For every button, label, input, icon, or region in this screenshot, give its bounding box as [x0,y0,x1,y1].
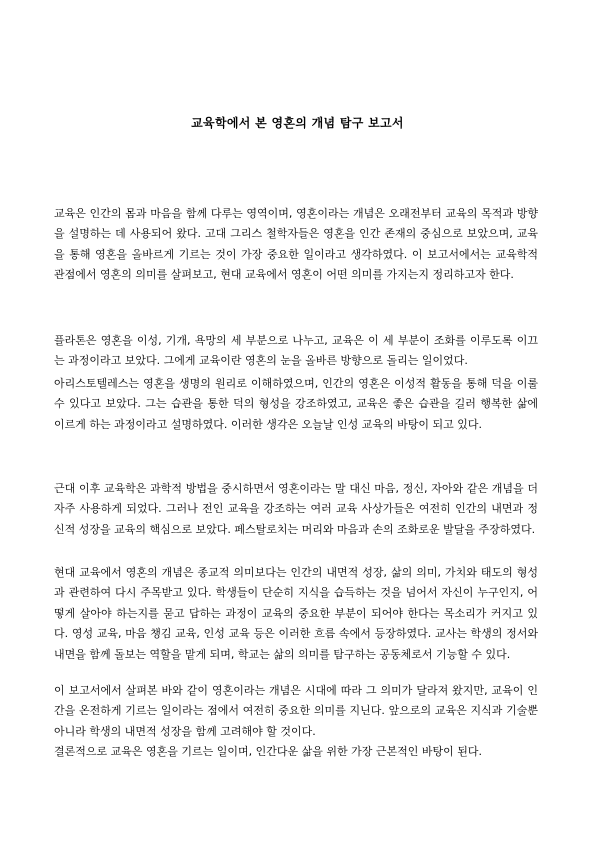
body-paragraph: 현대 교육에서 영혼의 개념은 종교적 의미보다는 인간의 내면적 성장, 삶의 의미, 가치와 태도의 형성과 관련하여 다시 주목받고 있다. 학생들이 단순히 지식을 습득하는 것을 넘어서 자신이 누구인지, 어떻게 살아야 하는지를 묻고 답하는 과정이 교육의 중요한 부분이 되어야 한다는 목소리가 커지고 있다. 영성 교육, 마음 챙김 교육, 인성 교육 등은 이러한 흐름 속에서 등장하였다. 교사는 학생의 정서와 내면을 함께 돌보는 역할을 맡게 되며, 학교는 삶의 의미를 탐구하는 공동체로서 기능할 수 있다. [54,566,538,661]
body-paragraph: 교육은 인간의 몸과 마음을 함께 다루는 영역이며, 영혼이라는 개념은 오래전부터 교육의 목적과 방향을 설명하는 데 사용되어 왔다. 고대 그리스 철학자들은 영혼을 인간 존재의 중심으로 보았으며, 교육을 통해 영혼을 올바르게 기르는 것이 가장 중요한 일이라고 생각하였다. 이 보고서에서는 교육학적 관점에서 영혼의 의미를 살펴보고, 현대 교육에서 영혼이 어떤 의미를 가지는지 정리하고자 한다. [54,207,538,282]
document-title: 교육학에서 본 영혼의 개념 탐구 보고서 [191,116,404,130]
body-paragraph: 결론적으로 교육은 영혼을 기르는 일이며, 인간다운 삶을 위한 가장 근본적인 바탕이 된다. [54,745,482,758]
body-paragraph: 근대 이후 교육학은 과학적 방법을 중시하면서 영혼이라는 말 대신 마음, 정신, 자아와 같은 개념을 더 자주 사용하게 되었다. 그러나 전인 교육을 강조하는 여러 교육 사상가들은 여전히 인간의 내면과 정신적 성장을 교육의 핵심으로 보았다. 페스탈로치는 머리와 마음과 손의 조화로운 발달을 주장하였다. [54,482,538,536]
body-paragraph: 아리스토텔레스는 영혼을 생명의 원리로 이해하였으며, 인간의 영혼은 이성적 활동을 통해 덕을 이룰 수 있다고 보았다. 그는 습관을 통한 덕의 형성을 강조하였고, 교육은 좋은 습관을 길러 행복한 삶에 이르게 하는 과정이라고 설명하였다. 이러한 생각은 오늘날 인성 교육의 바탕이 되고 있다. [54,377,538,431]
body-paragraph: 이 보고서에서 살펴본 바와 같이 영혼이라는 개념은 시대에 따라 그 의미가 달라져 왔지만, 교육이 인간을 온전하게 기르는 일이라는 점에서 여전히 중요한 의미를 지닌다. 앞으로의 교육은 지식과 기술뿐 아니라 학생의 내면적 성장을 함께 고려해야 할 것이다. [54,684,538,738]
body-paragraph: 플라톤은 영혼을 이성, 기개, 욕망의 세 부분으로 나누고, 교육은 이 세 부분이 조화를 이루도록 이끄는 과정이라고 보았다. 그에게 교육이란 영혼의 눈을 올바른 방향으로 돌리는 일이었다. [54,334,538,368]
